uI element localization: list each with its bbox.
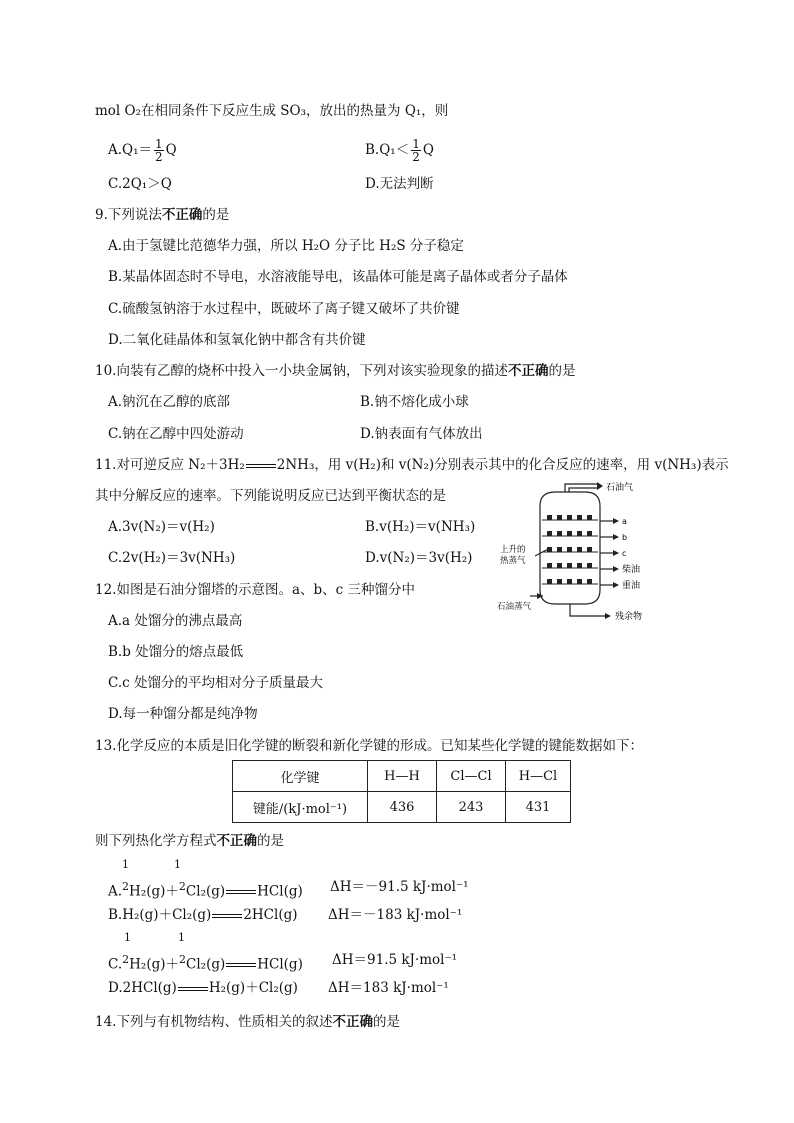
q11-option-b: B.v(H₂)＝v(NH₃)	[365, 519, 476, 535]
q10-option-c: C.钠在乙醇中四处游动	[108, 426, 244, 442]
table-cell: 431	[506, 792, 571, 823]
q13-option-d-dh: ΔH＝183 kJ·mol⁻¹	[328, 980, 449, 996]
equation-part: HCl(g)	[257, 883, 303, 900]
equilibrium-sign	[246, 464, 276, 468]
q10-option-d: D.钠表面有气体放出	[360, 426, 483, 442]
q8-option-b-prefix: B.Q₁＜	[365, 142, 410, 158]
q11-option-c: C.2v(H₂)＝3v(NH₃)	[108, 550, 236, 566]
q8-stem-tail: mol O₂在相同条件下反应生成 SO₃，放出的热量为 Q₁，则	[95, 103, 449, 119]
q13-option-b-dh: ΔH＝－183 kJ·mol⁻¹	[328, 907, 463, 923]
q14-stem	[95, 1013, 400, 1031]
equals-sign	[212, 914, 242, 918]
q14-stem-emphasis: 不正确	[332, 1014, 373, 1030]
label-a: a	[622, 517, 627, 526]
q12-option-a: A.a 处馏分的沸点最高	[108, 613, 243, 629]
q11-stem-text: 11.对可逆反应 N₂＋3H₂	[95, 457, 245, 473]
equation-part: H₂(g)＋	[129, 883, 179, 900]
q13-a-half-1	[122, 859, 129, 870]
fraction-denominator: 2	[155, 150, 163, 164]
q12-option-c: C.c 处馏分的平均相对分子质量最大	[108, 675, 323, 691]
table-cell: 243	[437, 792, 506, 823]
q10-stem-emphasis: 不正确	[507, 363, 549, 379]
q14-stem-end: 的是	[372, 1014, 400, 1030]
q13-option-b	[108, 906, 298, 924]
q8-option-d: D.无法判断	[365, 176, 434, 192]
fraction-denominator: 2	[122, 953, 130, 966]
q10-stem	[95, 362, 575, 380]
equation-part: H₂(g)＋	[129, 956, 180, 973]
q13-option-c	[108, 951, 303, 974]
q8-option-b-suffix: Q	[422, 142, 434, 158]
q12-stem: 12.如图是石油分馏塔的示意图。a、b、c 三种馏分中	[95, 582, 416, 598]
q13-option-c-dh: ΔH＝91.5 kJ·mol⁻¹	[332, 952, 458, 968]
q10-option-b: B.钠不熔化成小球	[360, 394, 469, 410]
q10-stem-text: 10.向装有乙醇的烧杯中投入一小块金属钠，下列对该实验现象的描述	[95, 363, 508, 379]
q14-stem-text: 14.下列与有机物结构、性质相关的叙述	[95, 1014, 333, 1030]
distillation-tower-figure	[495, 478, 655, 628]
fraction-denominator: 2	[122, 880, 130, 893]
label-diesel: 柴油	[622, 565, 641, 575]
q12-option-b: B.b 处馏分的熔点最低	[108, 644, 244, 660]
label-residue: 残余物	[615, 612, 643, 622]
q13-option-d	[108, 979, 298, 997]
q12-option-d: D.每一种馏分都是纯净物	[108, 706, 258, 722]
fraction-numerator: 1	[155, 137, 163, 151]
q13-option-a	[108, 878, 303, 901]
q13-ask-end: 的是	[257, 833, 284, 849]
bond-energy-table	[232, 760, 571, 823]
fraction-numerator: 1	[174, 858, 181, 871]
equation-part: HCl(g)	[257, 956, 303, 973]
table-row-label: 键能/(kJ·mol⁻¹)	[233, 792, 368, 823]
label-rising-1: 上升的	[500, 545, 526, 555]
q11-stem-text-cont: 2NH₃，用 v(H₂)和 v(N₂)分别表示其中的化合反应的速率，用 v(NH₃)表示	[276, 457, 729, 473]
q11-option-d: D.v(N₂)＝3v(H₂)	[365, 550, 473, 566]
label-top-gas: 石油气	[606, 483, 634, 493]
q8-option-b	[365, 138, 434, 163]
q9-stem-end: 的是	[202, 207, 230, 223]
fraction-numerator: 1	[178, 931, 185, 944]
q8-option-a-suffix: Q	[165, 142, 177, 158]
q9-option-b: B.某晶体固态时不导电，水溶液能导电，该晶体可能是离子晶体或者分子晶体	[108, 269, 568, 285]
q13-option-a-dh: ΔH＝－91.5 kJ·mol⁻¹	[330, 879, 469, 895]
label-b: b	[622, 533, 628, 542]
equation-part: 2HCl(g)	[243, 907, 298, 923]
equation-part: Cl₂(g)	[185, 883, 226, 900]
q9-option-d: D.二氧化硅晶体和氢氧化钠中都含有共价键	[108, 332, 366, 348]
q13-a-half-2	[174, 859, 181, 870]
half-fraction	[154, 138, 164, 163]
q9-stem-emphasis: 不正确	[161, 207, 203, 223]
fraction-denominator: 2	[412, 150, 420, 164]
equation-part: B.H₂(g)＋Cl₂(g)	[108, 907, 212, 923]
table-cell: 436	[368, 792, 437, 823]
label-heavy-oil: 重油	[622, 581, 641, 591]
option-label: C.	[108, 956, 123, 973]
q11-option-a: A.3v(N₂)＝v(H₂)	[108, 519, 215, 535]
q9-option-c: C.硫酸氢钠溶于水过程中，既破坏了离子键又破坏了共价键	[108, 301, 460, 317]
fraction-denominator: 2	[179, 953, 187, 966]
fraction-denominator: 2	[178, 880, 186, 893]
q8-option-a	[108, 138, 177, 163]
table-header: 化学键	[233, 761, 368, 792]
equation-part: Cl₂(g)	[186, 956, 226, 973]
q9-option-a: A.由于氢键比范德华力强，所以 H₂O 分子比 H₂S 分子稳定	[108, 238, 464, 254]
q13-c-half-2	[178, 932, 185, 943]
q13-ask	[95, 832, 284, 850]
half-fraction	[411, 138, 421, 163]
label-rising-2: 热蒸气	[500, 556, 526, 566]
fraction-numerator: 1	[122, 858, 129, 871]
option-label: A.	[108, 883, 123, 900]
table-header-row	[233, 761, 571, 792]
equals-sign	[178, 987, 208, 991]
q9-stem	[95, 206, 229, 224]
q8-option-a-prefix: A.Q₁＝	[108, 142, 153, 158]
q13-stem: 13.化学反应的本质是旧化学键的断裂和新化学键的形成。已知某些化学键的键能数据如下：	[95, 738, 643, 754]
fraction-numerator: 1	[412, 137, 420, 151]
q10-stem-end: 的是	[548, 363, 576, 379]
q13-ask-text: 则下列热化学方程式	[95, 833, 217, 849]
q11-stem-line1	[95, 456, 729, 474]
table-header: H—Cl	[506, 761, 571, 792]
fraction-numerator: 1	[124, 931, 131, 944]
q9-stem-text: 9.下列说法	[95, 207, 162, 223]
label-c: c	[622, 549, 627, 558]
q13-c-half-1	[124, 932, 131, 943]
equals-sign	[226, 890, 256, 894]
q10-option-a: A.钠沉在乙醇的底部	[108, 394, 231, 410]
equation-part: D.2HCl(g)	[108, 980, 177, 996]
equation-part: H₂(g)＋Cl₂(g)	[208, 980, 298, 996]
table-header: H—H	[368, 761, 437, 792]
label-feed: 石油蒸气	[497, 602, 532, 612]
q13-ask-emphasis: 不正确	[216, 833, 257, 849]
q8-option-c: C.2Q₁＞Q	[108, 176, 172, 192]
equals-sign	[226, 963, 256, 967]
table-header: Cl—Cl	[437, 761, 506, 792]
q11-stem-line2: 其中分解反应的速率。下列能说明反应已达到平衡状态的是	[95, 488, 446, 504]
table-row	[233, 792, 571, 823]
